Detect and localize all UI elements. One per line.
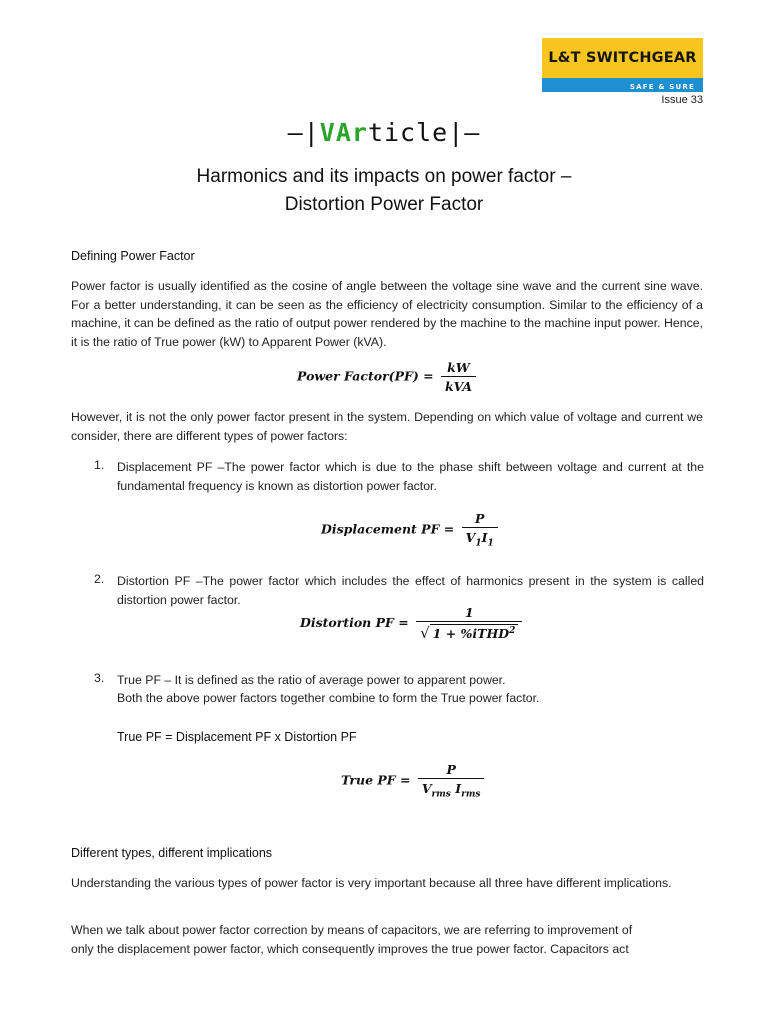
eq-disp-numerator: P: [462, 511, 498, 528]
eq-pf-denominator: kVA: [444, 379, 473, 394]
article-title-line-1: Harmonics and its impacts on power factor –: [196, 166, 572, 187]
eq-pf-fraction: [441, 360, 476, 394]
list-item-true-pf: [117, 671, 704, 690]
paragraph-capacitors-line-1: When we talk about power factor correction by means of capacitors, we are referring to improvement of: [71, 923, 633, 937]
list-text-true-continuation: Both the above power factors together combine to form the True power factor.: [117, 691, 540, 705]
list-text-distortion: –The power factor which includes the effect of harmonics present in the system is called distortion power factor.: [117, 574, 704, 607]
list-text-displacement: –The power factor which is due to the phase shift between voltage and current at the fundamental frequency is known as distortion power factor.: [117, 460, 704, 493]
equation-distortion-pf: [300, 605, 522, 642]
eq-true-lhs: True PF =: [341, 772, 411, 788]
true-pf-formula-text: True PF = Displacement PF x Distortion PF: [117, 730, 357, 744]
paragraph-pf-definition: Power factor is usually identified as the cosine of angle between the voltage sine wave and the current sine wave. For a better understanding, it can be seen as the efficiency of electricity consumption. Similar to the efficiency of a machine, it can be defined as the ratio of output power rendered by the machine to the machine input power. Hence, it is the ratio of True power (kW) to Apparent Power (kVA).: [71, 279, 703, 349]
list-number-1: 1.: [94, 458, 105, 472]
eq-true-fraction: [418, 762, 485, 800]
eq-true-denominator: $V_{rms}$ $I_{rms}$: [421, 781, 481, 800]
list-term-distortion: Distortion PF: [117, 574, 191, 588]
list-number-3: 3.: [94, 671, 105, 685]
logo-brand-text: L&T SWITCHGEAR: [542, 38, 703, 78]
list-number-2: 2.: [94, 572, 105, 586]
masthead-dash-left: –|: [287, 118, 320, 147]
logo-tagline: SAFE & SURE: [629, 83, 695, 91]
section-heading-defining-pf: Defining Power Factor: [71, 249, 195, 263]
eq-disp-lhs: Displacement PF =: [321, 521, 455, 537]
eq-true-numerator: P: [418, 762, 485, 779]
masthead-highlight: VAr: [319, 118, 368, 147]
masthead: [0, 118, 768, 147]
eq-disp-fraction: [462, 511, 498, 549]
company-logo: [542, 38, 703, 92]
square-root-symbol: √: [420, 624, 430, 643]
eq-disp-denominator: $V_1I_1$: [465, 530, 494, 549]
list-item-distortion-pf: [117, 572, 704, 609]
article-title-line-2: Distortion Power Factor: [284, 194, 484, 215]
list-term-true: True PF: [117, 673, 161, 687]
masthead-dash-right: |–: [448, 118, 481, 147]
eq-dist-fraction: [416, 605, 522, 642]
paragraph-capacitors-line-2: only the displacement power factor, which consequently improves the true power factor. Capacitors act: [71, 942, 629, 956]
equation-power-factor: [297, 360, 476, 394]
list-item-displacement-pf: [117, 458, 704, 495]
eq-pf-numerator: kW: [441, 360, 476, 377]
eq-dist-lhs: Distortion PF =: [300, 615, 409, 631]
eq-pf-lhs: Power Factor(PF) =: [297, 368, 434, 384]
paragraph-implications: Understanding the various types of power factor is very important because all three have different implications.: [71, 876, 672, 890]
eq-dist-denominator: √ 1 + %iTHD$^2$: [416, 622, 522, 642]
eq-dist-numerator: 1: [416, 605, 522, 622]
list-term-displacement: Displacement PF: [117, 460, 213, 474]
section-heading-implications: Different types, different implications: [71, 846, 273, 860]
list-text-true: – It is defined as the ratio of average power to apparent power.: [160, 673, 506, 687]
masthead-rest: ticle: [367, 118, 449, 147]
paragraph-pf-types-intro: However, it is not the only power factor present in the system. Depending on which value of voltage and current we consider, there are different types of power factors:: [71, 410, 703, 443]
issue-number: Issue 33: [661, 94, 703, 106]
equation-displacement-pf: [321, 511, 498, 549]
equation-true-pf: [341, 762, 484, 800]
